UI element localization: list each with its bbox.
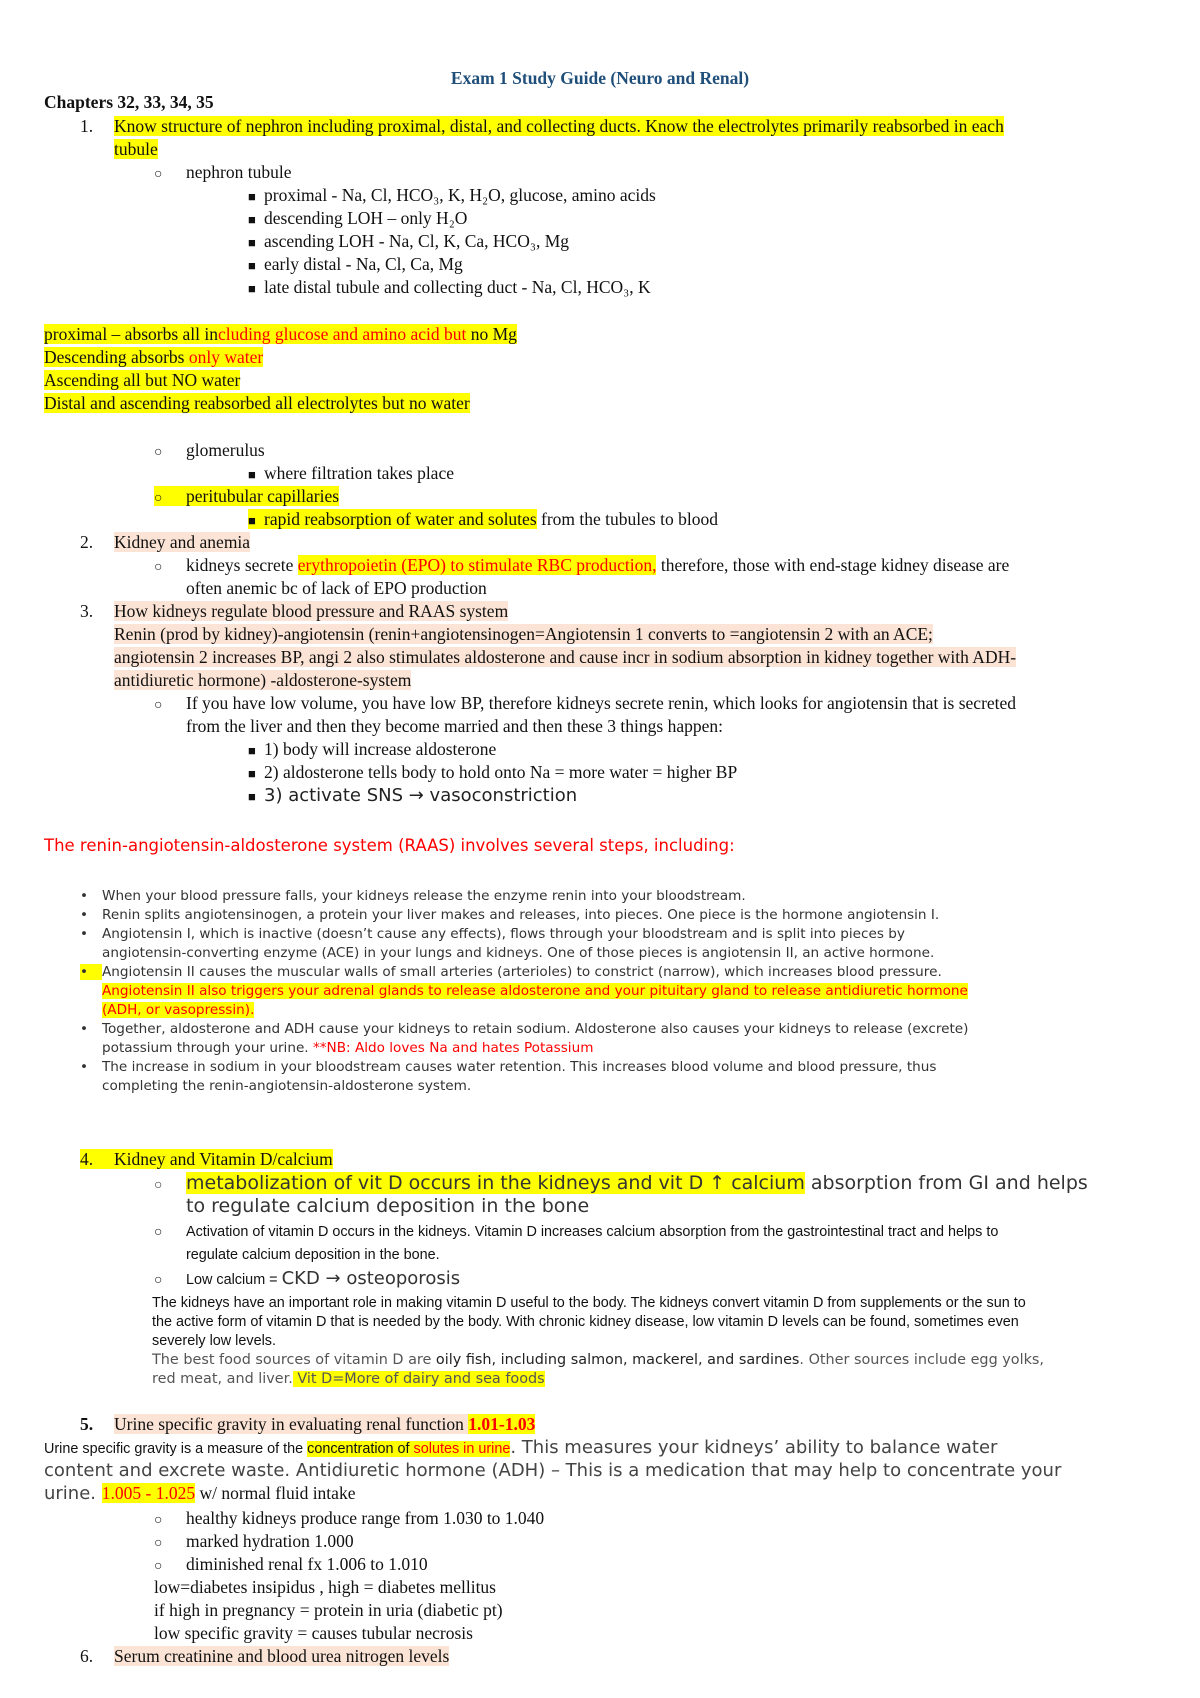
circle-bullet-icon: ○: [154, 1178, 163, 1193]
list-item-cont: Angiotensin II also triggers your adrenal glands to release aldosterone and your pituitary gland to release antidiuretic hormone: [102, 983, 968, 999]
list-item: ○ If you have low volume, you have low BP, therefore kidneys secrete renin, which looks for angiotensin that is secreted: [154, 693, 1017, 713]
paragraph: red meat, and liver. Vit D=More of dairy and sea foods: [152, 1371, 545, 1387]
paragraph: content and excrete waste. Antidiuretic hormone (ADH) – This is a medication that may help to concentrate your: [44, 1460, 1062, 1481]
square-bullet-icon: ■: [248, 467, 256, 482]
paragraph: the active form of vitamin D that is needed by the body. With chronic kidney disease, low vitamin D levels can be found, sometimes even: [152, 1314, 1019, 1330]
list-item-cont: to regulate calcium deposition in the bone: [186, 1195, 590, 1217]
paragraph: The best food sources of vitamin D are oily fish, including salmon, mackerel, and sardines. Other sources include egg yolks,: [152, 1352, 1044, 1368]
list-item: • When your blood pressure falls, your kidneys release the enzyme renin into your bloodstream.: [80, 888, 746, 904]
list-item: ■ 2) aldosterone tells body to hold onto Na = more water = higher BP: [248, 762, 738, 782]
section-number: 1.: [80, 116, 94, 136]
list-item: ■ 1) body will increase aldosterone: [248, 739, 497, 759]
list-item: ○ nephron tubule: [154, 162, 292, 182]
square-bullet-icon: ■: [248, 258, 256, 273]
list-item: ■ early distal - Na, Cl, Ca, Mg: [248, 254, 463, 274]
section-3-paragraph: antidiuretic hormone) -aldosterone-system: [114, 670, 412, 690]
list-item-cont: from the liver and then they become married and then these 3 things happen:: [186, 716, 723, 736]
list-item: ○ Low calcium = CKD → osteoporosis: [154, 1268, 461, 1289]
document-title: Exam 1 Study Guide (Neuro and Renal): [450, 68, 750, 88]
list-item: • Angiotensin I, which is inactive (doesn’t cause any effects), flows through your bloodstream and is split into pieces by: [80, 926, 905, 942]
paragraph: urine. 1.005 - 1.025 w/ normal fluid intake: [44, 1483, 356, 1504]
list-item: ■ ascending LOH - Na, Cl, K, Ca, HCO₃, Mg: [248, 231, 570, 251]
dot-bullet-icon: •: [80, 1021, 89, 1037]
list-item: • Together, aldosterone and ADH cause your kidneys to retain sodium. Aldosterone also causes your kidneys to release (excrete): [80, 1021, 969, 1037]
circle-bullet-icon: ○: [154, 167, 163, 182]
dot-bullet-icon: •: [80, 964, 102, 980]
question-text: Know structure of nephron including proximal, distal, and collecting ducts. Know the electrolytes primarily reabsorbed in each: [114, 116, 1004, 136]
list-item: ○ metabolization of vit D occurs in the kidneys and vit D ↑ calcium absorption from GI and helps: [154, 1172, 1088, 1194]
list-item: ○ peritubular capillaries: [154, 486, 340, 506]
note: low=diabetes insipidus , high = diabetes mellitus: [154, 1577, 496, 1597]
square-bullet-icon: ■: [248, 513, 256, 528]
list-item: ■ late distal tubule and collecting duct - Na, Cl, HCO₃, K: [248, 277, 651, 297]
list-item: • Renin splits angiotensinogen, a protein your liver makes and releases, into pieces. One piece is the hormone angiotensin I.: [80, 907, 940, 923]
note-distal: Distal and ascending reabsorbed all electrolytes but no water: [44, 393, 470, 413]
dot-bullet-icon: •: [80, 1059, 89, 1075]
dot-bullet-icon: •: [80, 907, 89, 923]
list-item-cont: regulate calcium deposition in the bone.: [186, 1247, 440, 1263]
section-1-question: [80, 116, 1004, 137]
square-bullet-icon: ■: [248, 281, 256, 296]
list-item-cont: completing the renin-angiotensin-aldosterone system.: [102, 1078, 472, 1094]
circle-bullet-icon: ○: [154, 698, 163, 713]
section-3-paragraph: Renin (prod by kidney)-angiotensin (renin+angiotensinogen=Angiotensin 1 converts to =angiotensin 2 with an ACE;: [114, 624, 933, 644]
list-item: ■ proximal - Na, Cl, HCO₃, K, H₂O, glucose, amino acids: [248, 185, 656, 205]
circle-bullet-icon: ○: [154, 1513, 163, 1528]
section-2-heading: 2. Kidney and anemia: [80, 532, 251, 552]
list-item: ○ glomerulus: [154, 440, 265, 460]
note-descending: Descending absorbs only water: [44, 347, 264, 367]
circle-bullet-icon: ○: [154, 1225, 163, 1240]
raas-heading: The renin-angiotensin-aldosterone system (RAAS) involves several steps, including:: [44, 836, 735, 855]
section-3-paragraph: angiotensin 2 increases BP, angi 2 also stimulates aldosterone and cause incr in sodium absorption in kidney together with ADH-: [114, 647, 1017, 667]
circle-bullet-icon: ○: [154, 491, 163, 506]
square-bullet-icon: ■: [248, 743, 256, 758]
section-4-heading: 4. Kidney and Vitamin D/calcium: [80, 1149, 333, 1169]
note-proximal: proximal – absorbs all including glucose and amino acid but no Mg: [44, 324, 517, 344]
square-bullet-icon: ■: [248, 766, 256, 781]
chapters-heading: Chapters 32, 33, 34, 35: [44, 92, 214, 112]
section-3-heading: 3. How kidneys regulate blood pressure and RAAS system: [80, 601, 509, 621]
paragraph: severely low levels.: [152, 1333, 276, 1349]
square-bullet-icon: ■: [248, 235, 256, 250]
list-item: ○ marked hydration 1.000: [154, 1531, 354, 1551]
list-item: ○ Activation of vitamin D occurs in the kidneys. Vitamin D increases calcium absorption from the gastrointestinal tract and helps to: [154, 1224, 999, 1240]
paragraph: The kidneys have an important role in making vitamin D useful to the body. The kidneys convert vitamin D from supplements or the sun to: [152, 1295, 1026, 1311]
square-bullet-icon: ■: [248, 789, 256, 804]
list-item: ■ rapid reabsorption of water and solutes from the tubules to blood: [248, 509, 718, 529]
circle-bullet-icon: ○: [154, 445, 163, 460]
list-item-cont: potassium through your urine. **NB: Aldo loves Na and hates Potassium: [102, 1040, 594, 1056]
list-item-cont: (ADH, or vasopressin).: [102, 1002, 255, 1018]
list-item: ■ where filtration takes place: [248, 463, 454, 483]
circle-bullet-icon: ○: [154, 560, 163, 575]
list-item: ○ kidneys secrete erythropoietin (EPO) to stimulate RBC production, therefore, those with end-stage kidney disease are: [154, 555, 1010, 575]
square-bullet-icon: ■: [248, 212, 256, 227]
paragraph: Urine specific gravity is a measure of the concentration of solutes in urine. This measures your kidneys’ ability to balance water: [44, 1437, 998, 1458]
circle-bullet-icon: ○: [154, 1559, 163, 1574]
list-item: ○ diminished renal fx 1.006 to 1.010: [154, 1554, 428, 1574]
list-item: • The increase in sodium in your bloodstream causes water retention. This increases blood volume and blood pressure, thus: [80, 1059, 937, 1075]
circle-bullet-icon: ○: [154, 1273, 163, 1288]
note: low specific gravity = causes tubular necrosis: [154, 1623, 473, 1643]
note-ascending: Ascending all but NO water: [44, 370, 241, 390]
note: if high in pregnancy = protein in uria (diabetic pt): [154, 1600, 503, 1620]
section-1-question-cont: tubule: [114, 139, 158, 159]
square-bullet-icon: ■: [248, 189, 256, 204]
circle-bullet-icon: ○: [154, 1536, 163, 1551]
list-item: ○ healthy kidneys produce range from 1.030 to 1.040: [154, 1508, 545, 1528]
list-item: • Angiotensin II causes the muscular walls of small arteries (arterioles) to constrict (narrow), which increases blood pressure.: [80, 964, 942, 980]
list-item: ■ descending LOH – only H₂O: [248, 208, 468, 228]
list-item-cont: often anemic bc of lack of EPO production: [186, 578, 487, 598]
dot-bullet-icon: •: [80, 888, 89, 904]
list-item: ■ 3) activate SNS → vasoconstriction: [248, 785, 578, 806]
section-6-heading: 6. Serum creatinine and blood urea nitrogen levels: [80, 1646, 450, 1666]
list-item-cont: angiotensin-converting enzyme (ACE) in your lungs and kidneys. One of those pieces is angiotensin II, an active hormone.: [102, 945, 935, 961]
section-5-heading: 5. Urine specific gravity in evaluating renal function 1.01-1.03: [80, 1414, 536, 1434]
dot-bullet-icon: •: [80, 926, 89, 942]
